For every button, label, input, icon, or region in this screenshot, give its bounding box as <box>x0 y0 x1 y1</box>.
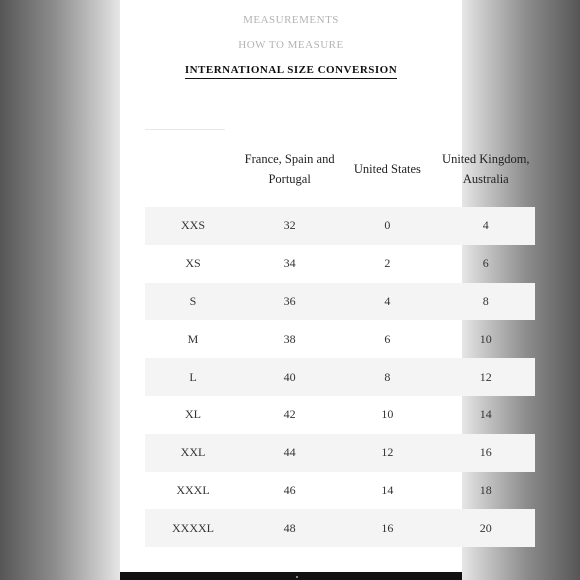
header-uk-australia: United Kingdom, Australia <box>442 152 530 186</box>
uk-cell: 4 <box>437 207 535 245</box>
table-row <box>145 396 535 434</box>
left-background <box>0 0 120 580</box>
table-row <box>145 358 535 396</box>
uk-cell: 10 <box>479 331 492 346</box>
table-row <box>145 320 535 358</box>
uk-cell: 6 <box>482 256 489 271</box>
us-cell: 12 <box>338 434 436 472</box>
us-cell: 2 <box>384 256 391 271</box>
size-cell: XXL <box>145 434 241 472</box>
france-cell: 48 <box>241 509 338 547</box>
header-france-spain-portugal: France, Spain and Portugal <box>244 152 335 186</box>
bottom-bar <box>120 572 462 580</box>
size-cell: XXXXL <box>145 509 241 547</box>
table-row <box>145 509 535 547</box>
us-cell: 16 <box>338 509 436 547</box>
uk-cell: 16 <box>437 434 535 472</box>
france-cell: 42 <box>283 407 296 422</box>
size-cell: XL <box>185 407 202 422</box>
uk-cell: 12 <box>437 358 535 396</box>
table-top-divider <box>145 129 225 130</box>
size-cell: M <box>187 331 199 346</box>
size-cell: XXXL <box>176 482 210 497</box>
us-cell: 4 <box>338 283 436 321</box>
header-united-states: United States <box>353 162 421 176</box>
france-cell: 36 <box>241 283 338 321</box>
france-cell: 40 <box>241 358 338 396</box>
france-cell: 34 <box>283 256 296 271</box>
france-cell: 44 <box>241 434 338 472</box>
table-row <box>145 245 535 283</box>
tab-international-size-conversion-label: INTERNATIONAL SIZE CONVERSION <box>185 64 397 79</box>
us-cell: 8 <box>338 358 436 396</box>
us-cell: 0 <box>338 207 436 245</box>
us-cell: 10 <box>381 407 394 422</box>
table-row <box>145 472 535 510</box>
home-indicator <box>296 576 298 578</box>
table-header-row <box>145 131 535 207</box>
france-cell: 46 <box>283 482 296 497</box>
us-cell: 6 <box>384 331 391 346</box>
size-cell: S <box>145 283 241 321</box>
uk-cell: 14 <box>479 407 492 422</box>
uk-cell: 8 <box>437 283 535 321</box>
uk-cell: 18 <box>479 482 492 497</box>
tab-how-to-measure[interactable]: HOW TO MEASURE <box>238 39 344 51</box>
table-row <box>145 283 535 321</box>
tab-international-size-conversion[interactable] <box>120 64 462 76</box>
size-cell: XS <box>185 256 201 271</box>
table-row <box>145 434 535 472</box>
size-conversion-table <box>145 131 535 547</box>
size-cell: XXS <box>145 207 241 245</box>
size-cell: L <box>145 358 241 396</box>
france-cell: 38 <box>283 331 296 346</box>
header-size <box>145 131 241 207</box>
table-row <box>145 207 535 245</box>
tab-measurements[interactable]: MEASUREMENTS <box>243 14 339 26</box>
uk-cell: 20 <box>437 509 535 547</box>
size-guide-panel <box>120 0 530 572</box>
france-cell: 32 <box>241 207 338 245</box>
us-cell: 14 <box>381 482 394 497</box>
